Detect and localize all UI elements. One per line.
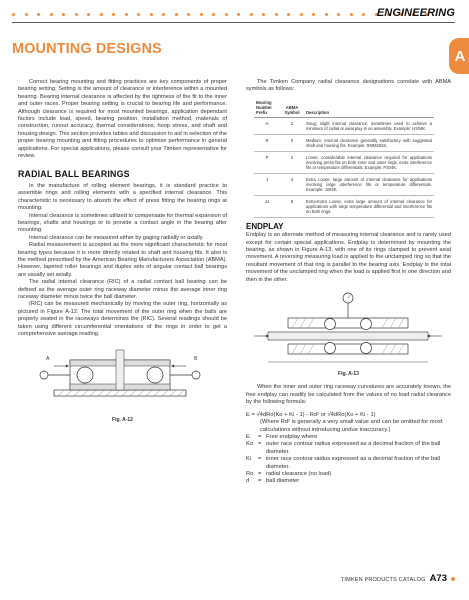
formula-def: E = Free endplay where	[246, 434, 451, 441]
radial-paragraph-5: The radial internal clearance (RIC) of a radial contact ball bearing can be defined as the average outer ring raceway diameter minus the average inner ring raceway diameter minus twice the ball diameter.	[18, 279, 227, 300]
formula-def: d = ball diameter	[246, 478, 451, 485]
formula-symbol: Ki	[246, 456, 252, 463]
endplay-formula	[246, 412, 451, 486]
formula-symbol: d	[246, 478, 250, 485]
table-cell: 2	[280, 117, 304, 134]
figure-a12-caption: Fig. A-12	[112, 417, 133, 424]
radial-heading: RADIAL BALL BEARINGS	[18, 169, 130, 180]
table-cell: 3	[280, 151, 304, 173]
table-cell: 5	[280, 195, 304, 217]
table-row	[254, 117, 434, 134]
table-header: ABMA Symbol	[280, 99, 304, 118]
table-cell: 4	[280, 173, 304, 195]
formula-equation: E = √4dRo(Ko + Ki - 1) - Rd² or √4dRo(Ko + Ki - 1)	[246, 411, 376, 418]
footer-dot	[451, 577, 455, 581]
figure-a12-label-a: A	[46, 356, 50, 363]
endplay-heading: ENDPLAY	[246, 221, 284, 231]
section-tab: A	[449, 38, 469, 74]
table-cell: 0	[280, 134, 304, 151]
table-header-row	[254, 99, 434, 118]
formula-def: Ko = outer race contour radius expressed as a decimal fraction of the ball diameter.	[246, 441, 451, 456]
formula-definition: inner race contour radius expressed as a decimal fraction of the ball diameter.	[266, 456, 441, 470]
table-row	[254, 173, 434, 195]
formula-symbol: Ro	[246, 470, 254, 477]
right-column	[246, 79, 451, 486]
table-cell: JJ	[254, 195, 280, 217]
figure-a13-drawing	[246, 290, 451, 370]
page-footer	[341, 573, 455, 584]
formula-note: (Where Rd² is generally a very small value and can be omitted for most calculations without introducing undue inaccuracy.)	[260, 419, 443, 433]
clearance-table	[254, 99, 434, 218]
section-title: ENGINEERING	[376, 7, 455, 19]
intro-paragraph: Correct bearing mounting and fitting practices are key components of proper bearing setting. Setting is the amount of clearance or interference within a mounted bearing. Bearing internal clearance is affected by the tightness of the fit to the inner and outer races. Proper bearing setting is crucial to bearing life and performance. Although clearance is required for most mounted bearings, application dependant factors include load, speed, bearing position, installation method, materials of construction, runout accuracy, thermal considerations, hoop stress, and shaft and housing design. This section provides tables and discussion to aid in selection of the proper bearing mounting and fitting procedures to optimize performance in general applications. For special applications, please consult your Timken representative for review.	[18, 79, 227, 160]
table-cell: R	[254, 134, 280, 151]
table-cell: Medium; internal clearance generally satisfactory with suggested shaft and housing fits. Example: RMM204K.	[304, 134, 434, 151]
table-row	[254, 151, 434, 173]
radial-paragraph-1: In the manufacture of rolling element bearings, it is standard practice to assemble rings and rolling elements with a specified internal clearance. This characteristic is necessary to absorb the effect of press fitting the bearing rings at mounting.	[18, 182, 227, 212]
table-cell: J	[254, 173, 280, 195]
formula-symbol: Ko	[246, 441, 254, 448]
formula-definition: outer race contour radius expressed as a decimal fraction of the ball diameter.	[266, 441, 441, 455]
table-cell: Loose; considerable internal clearance required for applications involving press fits on both inner and outer rings, extra interference fits or temperature differentials. Example: P204K.	[304, 151, 434, 173]
table-header: Bearing Number Prefix	[254, 99, 280, 118]
formula-def: Ki = inner race contour radius expressed as a decimal fraction of the ball diameter.	[246, 456, 451, 471]
clearance-intro: The Timken Company radial clearance designations correlate with ABMA symbols as follows:	[246, 79, 451, 93]
formula-intro: When the inner and outer ring raceway curvatures are accurately known, the free endplay can readily be calculated from the values of no load radial clearance by the following formula:	[246, 384, 451, 406]
formula-definition: ball diameter	[266, 478, 300, 485]
header-rule	[12, 22, 455, 23]
page-number: A73	[429, 573, 447, 584]
figure-a13-caption: Fig. A-13	[338, 371, 359, 378]
table-cell: P	[254, 151, 280, 173]
formula-symbol: E	[246, 433, 250, 440]
radial-paragraph-4: Radial measurement is accepted as the more significant characteristic for most bearing types because it is more directly related to shaft and housing fits. It also is the method prescribed by the American Bearing Manufacturers Association (ABMA). However, tapered roller bearings and duplex sets of angular contact ball bearings are usually set axially.	[18, 242, 227, 278]
radial-paragraph-6: (RIC) can be measured mechanically by moving the outer ring, horizontally as pictured in Figure A-12. The total movement of the outer ring when the balls are properly seated in the raceways determines the (RIC). Several readings should be taken using different circumferential orientations of the rings in order to get a comprehensive average reading.	[18, 301, 227, 337]
header-dots	[12, 13, 428, 16]
formula-definition: Free endplay where	[266, 433, 318, 440]
left-column	[18, 79, 227, 425]
figure-a12	[18, 344, 227, 424]
formula-def: Ro = radial clearance (no load)	[246, 471, 451, 478]
radial-paragraph-2: Internal clearance is sometimes utilized to compensate for thermal expansion of bearings, shafts and housings or to provide a contact angle in the bearing after mounting.	[18, 212, 227, 234]
footer-catalog: TIMKEN PRODUCTS CATALOG	[340, 577, 426, 583]
table-cell: Extra Loose; large amount of internal clearance for applications involving large interference fits or temperature differentials. Example: J204K.	[304, 173, 434, 195]
figure-a12-drawing	[18, 344, 227, 416]
table-row	[254, 134, 434, 151]
table-cell: Extra-Extra Loose; extra large amount of internal clearance for applications with large temperature differential and interference fits on both rings.	[304, 195, 434, 217]
endplay-paragraph: Endplay is an alternate method of measuring internal clearance and is rarely used except for certain special applications. Endplay is determined by mounting the bearing, as shown in Figure A-13, with one of its rings clamped to prevent axial movement. A reversing measuring load is applied to the unclamped ring so that the resultant movement of that ring is parallel to the bearing axis. Endplay is the total movement of the unclamped ring when the load is applied first in one direction and then in the other.	[246, 232, 451, 283]
radial-paragraph-3: Internal clearance can be measured either by gaging radially or axially.	[29, 234, 204, 241]
table-cell: H	[254, 117, 280, 134]
table-header: Description	[304, 99, 434, 118]
page-title: MOUNTING DESIGNS	[12, 41, 162, 57]
table-row	[254, 195, 434, 217]
table-cell: Snug; slight internal clearance; sometimes used to achieve a minimum of radial or axial play in an assembly. Example: H204K.	[304, 117, 434, 134]
figure-a12-label-b: B	[194, 356, 198, 363]
figure-a13	[246, 290, 451, 378]
formula-definition: radial clearance (no load)	[266, 470, 332, 477]
